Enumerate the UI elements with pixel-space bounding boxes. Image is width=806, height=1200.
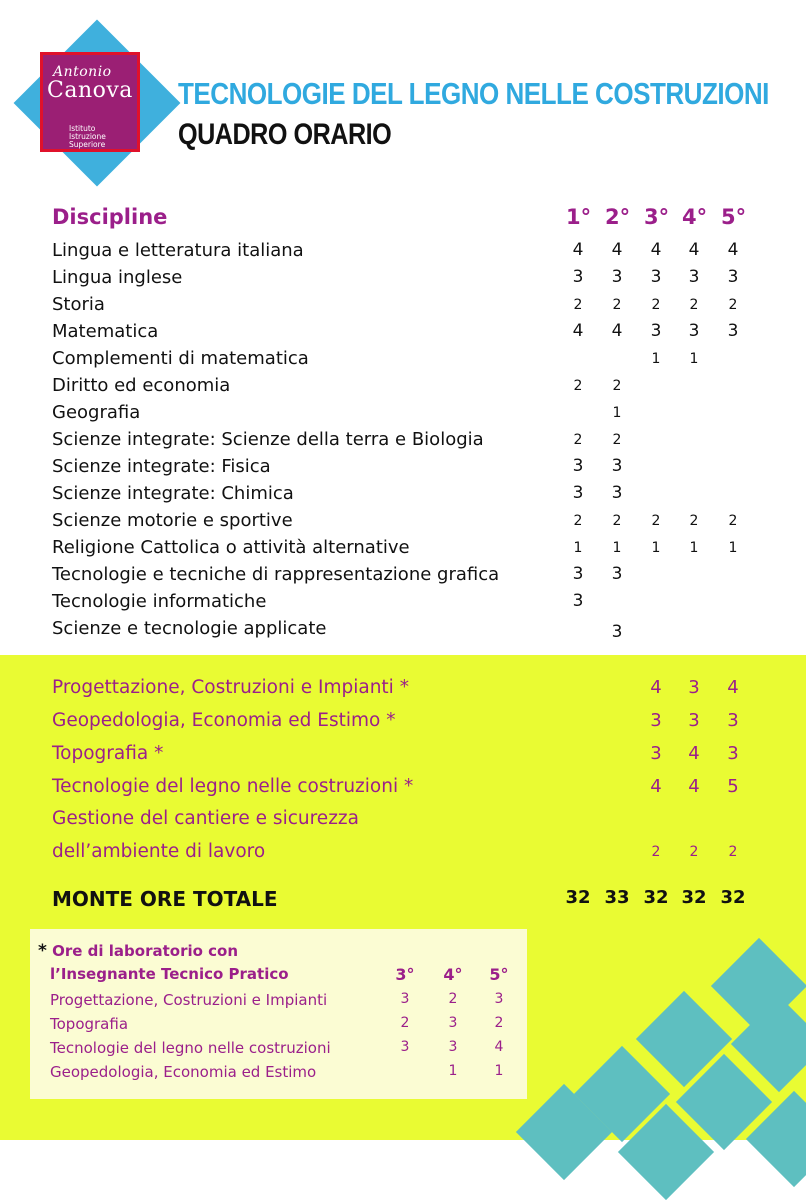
table-row <box>0 240 806 267</box>
hours-cell: 4 <box>688 240 700 260</box>
lab-title <box>38 941 238 961</box>
hours-cell: 3 <box>572 591 584 611</box>
logo-name-first: Antonio <box>53 64 112 80</box>
total-value: 32 <box>681 887 707 908</box>
hours-cell: 2 <box>728 297 738 313</box>
year-header: 4° <box>682 205 708 229</box>
table-row <box>0 375 806 402</box>
lab-hours: 1 <box>448 1063 458 1079</box>
hours-cell: 1 <box>612 405 622 421</box>
hours-cell: 2 <box>573 513 583 529</box>
hours-cell: 2 <box>689 297 699 313</box>
lab-row <box>30 1063 527 1085</box>
table-row <box>0 294 806 321</box>
hours-cell: 3 <box>650 743 662 764</box>
year-header: 5° <box>721 205 747 229</box>
hours-cell: 3 <box>572 483 584 503</box>
table-row <box>0 564 806 591</box>
table-row <box>0 743 806 770</box>
subject-name: Scienze integrate: Fisica <box>52 456 271 477</box>
total-label: MONTE ORE TOTALE <box>52 887 278 911</box>
hours-cell: 3 <box>611 564 623 584</box>
hours-cell: 3 <box>727 267 739 287</box>
hours-cell: 3 <box>572 564 584 584</box>
table-row <box>0 618 806 645</box>
logo-name-last: Canova <box>47 78 133 103</box>
hours-cell: 2 <box>651 513 661 529</box>
hours-cell: 3 <box>650 267 662 287</box>
subject-name: Progettazione, Costruzioni e Impianti * <box>52 677 409 698</box>
hours-cell: 3 <box>727 321 739 341</box>
hours-cell: 4 <box>572 321 584 341</box>
hours-cell: 2 <box>689 844 699 860</box>
total-value: 33 <box>604 887 630 908</box>
hours-cell: 4 <box>688 776 700 797</box>
hours-cell: 3 <box>727 710 739 731</box>
lab-hours: 2 <box>494 1015 504 1031</box>
table-row <box>0 808 806 835</box>
table-row <box>0 677 806 704</box>
lab-subject: Geopedologia, Economia ed Estimo <box>50 1063 317 1081</box>
hours-cell: 1 <box>573 540 583 556</box>
hours-cell: 1 <box>728 540 738 556</box>
table-row <box>0 321 806 348</box>
table-row <box>0 537 806 564</box>
subject-name: Lingua inglese <box>52 267 183 288</box>
year-header: 2° <box>605 205 631 229</box>
lab-subject: Tecnologie del legno nelle costruzioni <box>50 1039 331 1057</box>
lab-row <box>30 1015 527 1037</box>
subject-name: Scienze e tecnologie applicate <box>52 618 327 639</box>
lab-title-text: Ore di laboratorio con <box>52 942 239 960</box>
total-value: 32 <box>720 887 746 908</box>
table-row <box>0 402 806 429</box>
hours-cell: 1 <box>689 540 699 556</box>
lab-hours: 1 <box>494 1063 504 1079</box>
hours-cell: 2 <box>689 513 699 529</box>
hours-cell: 2 <box>651 844 661 860</box>
lab-hours: 2 <box>448 991 458 1007</box>
year-header: 5° <box>489 965 509 984</box>
hours-cell: 1 <box>651 351 661 367</box>
subject-name: Scienze motorie e sportive <box>52 510 293 531</box>
table-row <box>0 267 806 294</box>
year-header: 1° <box>566 205 592 229</box>
hours-cell: 3 <box>688 710 700 731</box>
hours-cell: 2 <box>612 513 622 529</box>
logo-sub-line: Superiore <box>69 140 106 149</box>
hours-cell: 2 <box>612 297 622 313</box>
hours-cell: 5 <box>727 776 739 797</box>
hours-cell: 2 <box>612 378 622 394</box>
hours-cell: 2 <box>728 513 738 529</box>
lab-row <box>30 1039 527 1061</box>
hours-cell: 2 <box>728 844 738 860</box>
hours-cell: 3 <box>688 267 700 287</box>
logo-sub-line: Istituto <box>69 124 96 133</box>
lab-hours: 3 <box>494 991 504 1007</box>
subject-name: Religione Cattolica o attività alternative <box>52 537 410 558</box>
hours-cell: 4 <box>650 776 662 797</box>
lab-hours: 3 <box>400 1039 410 1055</box>
subject-name: Diritto ed economia <box>52 375 231 396</box>
hours-cell: 2 <box>573 432 583 448</box>
lab-hours: 2 <box>400 1015 410 1031</box>
lab-subtitle: l’Insegnante Tecnico Pratico <box>50 965 289 983</box>
hours-cell: 4 <box>650 240 662 260</box>
lab-subject: Progettazione, Costruzioni e Impianti <box>50 991 328 1009</box>
hours-cell: 3 <box>650 710 662 731</box>
hours-cell: 4 <box>727 677 739 698</box>
hours-cell: 3 <box>572 267 584 287</box>
subject-name: Geopedologia, Economia ed Estimo * <box>52 710 396 731</box>
logo-sub-line: Istruzione <box>69 132 106 141</box>
lab-hours-box <box>30 929 527 1099</box>
hours-cell: 2 <box>612 432 622 448</box>
total-value: 32 <box>643 887 669 908</box>
year-header: 4° <box>443 965 463 984</box>
hours-cell: 1 <box>612 540 622 556</box>
hours-cell: 4 <box>727 240 739 260</box>
subject-name: Geografia <box>52 402 141 423</box>
hours-cell: 1 <box>651 540 661 556</box>
school-logo <box>40 52 140 152</box>
hours-cell: 3 <box>611 483 623 503</box>
table-row <box>0 348 806 375</box>
table-row <box>0 841 806 868</box>
subject-name: Tecnologie e tecniche di rappresentazione grafica <box>52 564 500 585</box>
table-row <box>0 510 806 537</box>
subject-name: Tecnologie del legno nelle costruzioni * <box>52 776 414 797</box>
year-header: 3° <box>395 965 415 984</box>
lab-hours: 4 <box>494 1039 504 1055</box>
hours-cell: 3 <box>688 677 700 698</box>
subject-name: Tecnologie informatiche <box>52 591 267 612</box>
subject-name: Matematica <box>52 321 159 342</box>
subject-name: Gestione del cantiere e sicurezza <box>52 808 359 829</box>
lab-row <box>30 991 527 1013</box>
subject-name: Storia <box>52 294 105 315</box>
hours-cell: 4 <box>688 743 700 764</box>
subject-name: dell’ambiente di lavoro <box>52 841 266 862</box>
subject-name: Scienze integrate: Chimica <box>52 483 294 504</box>
lab-title-row <box>30 941 527 963</box>
lab-hours: 3 <box>400 991 410 1007</box>
asterisk: * <box>38 941 47 961</box>
lab-hours: 3 <box>448 1039 458 1055</box>
table-row <box>0 776 806 803</box>
subject-name: Complementi di matematica <box>52 348 309 369</box>
hours-cell: 3 <box>611 267 623 287</box>
hours-cell: 4 <box>572 240 584 260</box>
hours-cell: 2 <box>651 297 661 313</box>
subject-name: Scienze integrate: Scienze della terra e Biologia <box>52 429 484 450</box>
page-title: TECNOLOGIE DEL LEGNO NELLE COSTRUZIONI <box>178 76 769 111</box>
table-row <box>0 591 806 618</box>
logo-subtitle <box>69 125 106 149</box>
lab-header-row <box>30 965 527 987</box>
table-row <box>0 456 806 483</box>
hours-cell: 4 <box>650 677 662 698</box>
subject-name: Lingua e letteratura italiana <box>52 240 304 261</box>
page-subtitle: QUADRO ORARIO <box>178 118 392 151</box>
discipline-header: Discipline <box>52 205 168 229</box>
year-header: 3° <box>644 205 670 229</box>
table-header <box>0 205 806 232</box>
hours-cell: 3 <box>688 321 700 341</box>
total-row <box>0 887 806 914</box>
hours-cell: 4 <box>611 240 623 260</box>
lab-hours: 3 <box>448 1015 458 1031</box>
hours-cell: 3 <box>572 456 584 476</box>
hours-cell: 2 <box>573 378 583 394</box>
hours-cell: 4 <box>611 321 623 341</box>
hours-cell: 3 <box>611 622 623 642</box>
hours-cell: 3 <box>650 321 662 341</box>
hours-cell: 1 <box>689 351 699 367</box>
table-row <box>0 710 806 737</box>
subject-name: Topografia * <box>52 743 164 764</box>
hours-cell: 2 <box>573 297 583 313</box>
hours-cell: 3 <box>727 743 739 764</box>
lab-subject: Topografia <box>50 1015 129 1033</box>
hours-cell: 3 <box>611 456 623 476</box>
total-value: 32 <box>565 887 591 908</box>
table-row <box>0 429 806 456</box>
table-row <box>0 483 806 510</box>
